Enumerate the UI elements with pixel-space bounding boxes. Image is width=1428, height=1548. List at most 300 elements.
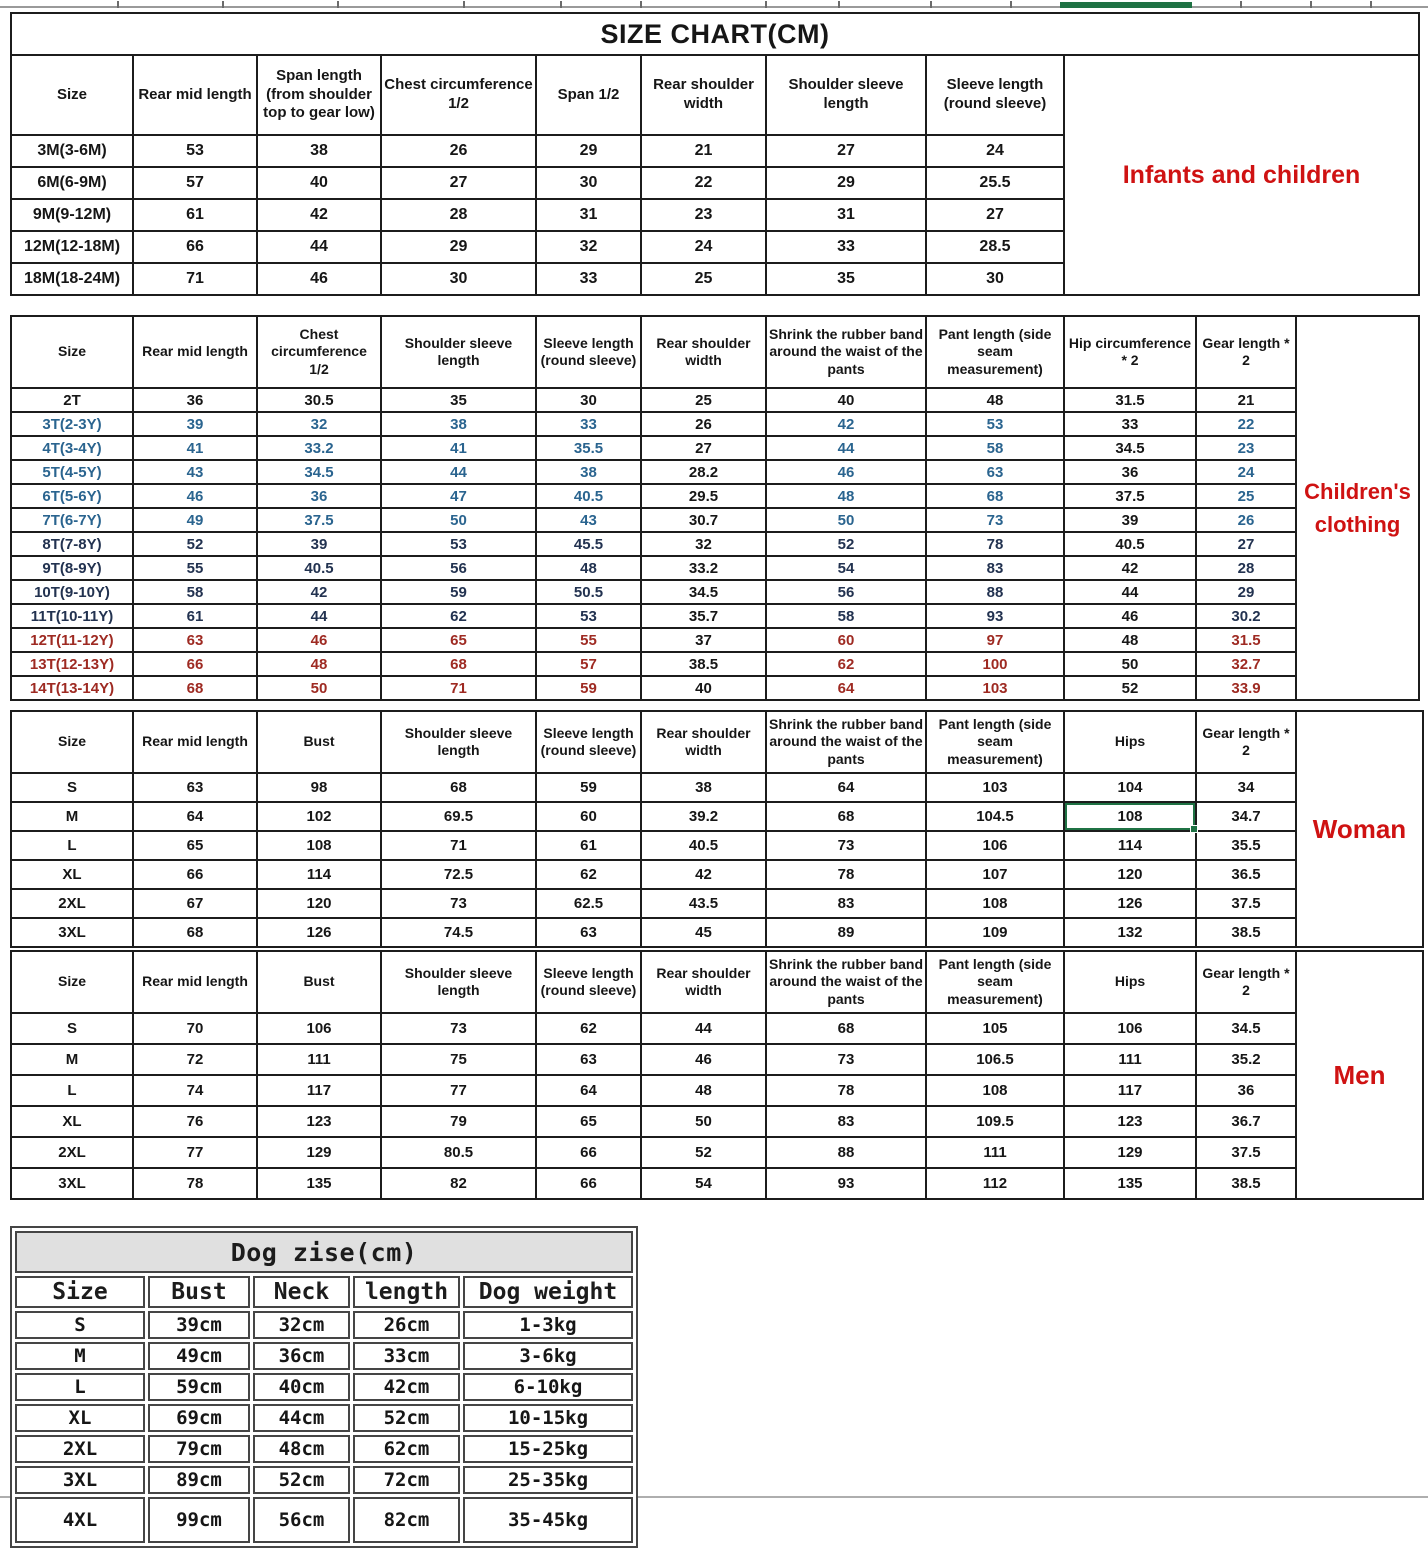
cell: 66 <box>133 860 257 889</box>
cell: 33 <box>766 231 926 263</box>
cell: 36 <box>1064 460 1196 484</box>
cell: 56 <box>381 556 536 580</box>
cell: 12T(11-12Y) <box>11 628 133 652</box>
cell: 61 <box>133 199 257 231</box>
cell: 34.7 <box>1196 802 1296 831</box>
cell: 22 <box>1196 412 1296 436</box>
cell: 45.5 <box>536 532 641 556</box>
cell: 108 <box>926 1075 1064 1106</box>
cell: 61 <box>536 831 641 860</box>
column-header: Shoulder sleeve length <box>381 951 536 1013</box>
cell: 26 <box>641 412 766 436</box>
cell: 22 <box>641 167 766 199</box>
cell: 99cm <box>148 1497 250 1543</box>
cell: 52cm <box>353 1404 460 1432</box>
cell: 63 <box>133 628 257 652</box>
cell: 100 <box>926 652 1064 676</box>
table-row <box>11 484 1419 508</box>
cell: 25.5 <box>926 167 1064 199</box>
cell: 34.5 <box>257 460 381 484</box>
cell: 62 <box>536 860 641 889</box>
cell: 1-3kg <box>463 1311 633 1339</box>
cell: 68 <box>766 1013 926 1044</box>
cell: 135 <box>257 1168 381 1199</box>
cell: 132 <box>1064 918 1196 947</box>
column-header: Sleeve length (round sleeve) <box>536 711 641 773</box>
cell: 68 <box>381 652 536 676</box>
table-row <box>11 1075 1423 1106</box>
cell: 48 <box>641 1075 766 1106</box>
cell: 120 <box>257 889 381 918</box>
table-row <box>11 831 1423 860</box>
sheet-column-tick <box>930 1 932 8</box>
cell: 30.2 <box>1196 604 1296 628</box>
sheet-column-tick <box>1370 1 1372 8</box>
column-header: Rear mid length <box>133 711 257 773</box>
cell: 114 <box>1064 831 1196 860</box>
cell: 114 <box>257 860 381 889</box>
cell: 64 <box>133 802 257 831</box>
cell: 28 <box>1196 556 1296 580</box>
sheet-column-tick <box>640 1 642 8</box>
cell: 59 <box>536 773 641 802</box>
cell: 35 <box>766 263 926 295</box>
infants-side-label: Infants and children <box>1064 55 1419 295</box>
table-row <box>11 508 1419 532</box>
cell: 48 <box>766 484 926 508</box>
cell: 29 <box>381 231 536 263</box>
cell: 83 <box>926 556 1064 580</box>
cell: 71 <box>381 831 536 860</box>
cell: 63 <box>133 773 257 802</box>
cell: 108 <box>926 889 1064 918</box>
cell: 44cm <box>253 1404 350 1432</box>
cell: 98 <box>257 773 381 802</box>
cell: 50 <box>641 1106 766 1137</box>
cell: 74 <box>133 1075 257 1106</box>
cell: 33 <box>536 412 641 436</box>
cell: 68 <box>926 484 1064 508</box>
cell: 67 <box>133 889 257 918</box>
cell: 66 <box>133 652 257 676</box>
cell: 78 <box>926 532 1064 556</box>
cell: 29.5 <box>641 484 766 508</box>
cell: 29 <box>536 135 641 167</box>
cell: 54 <box>766 556 926 580</box>
column-header: Chest circumference 1/2 <box>257 316 381 388</box>
cell: 33.2 <box>641 556 766 580</box>
cell: 53 <box>536 604 641 628</box>
cell: 10T(9-10Y) <box>11 580 133 604</box>
column-header: Rear mid length <box>133 316 257 388</box>
cell: 6-10kg <box>463 1373 633 1401</box>
column-header: Sleeve length (round sleeve) <box>926 55 1064 135</box>
cell: 62.5 <box>536 889 641 918</box>
cell: 30 <box>926 263 1064 295</box>
cell: 46 <box>1064 604 1196 628</box>
cell: 6T(5-6Y) <box>11 484 133 508</box>
cell: 78 <box>766 860 926 889</box>
cell: 32 <box>536 231 641 263</box>
cell: 40 <box>641 676 766 700</box>
cell: 27 <box>381 167 536 199</box>
cell: 6M(6-9M) <box>11 167 133 199</box>
cell: 135 <box>1064 1168 1196 1199</box>
cell: 39 <box>257 532 381 556</box>
cell: 52 <box>766 532 926 556</box>
cell: 26cm <box>353 1311 460 1339</box>
table-row <box>15 1497 633 1543</box>
cell: 30.5 <box>257 388 381 412</box>
cell: 42 <box>257 199 381 231</box>
cell: 30.7 <box>641 508 766 532</box>
sheet-column-tick <box>117 1 119 8</box>
table-row <box>11 1168 1423 1199</box>
cell: 25-35kg <box>463 1466 633 1494</box>
column-header: Gear length * 2 <box>1196 711 1296 773</box>
cell: 4T(3-4Y) <box>11 436 133 460</box>
cell: 40.5 <box>1064 532 1196 556</box>
cell: 78 <box>133 1168 257 1199</box>
cell: 29 <box>1196 580 1296 604</box>
cell: 37.5 <box>1196 889 1296 918</box>
cell: 129 <box>257 1137 381 1168</box>
cell: 109 <box>926 918 1064 947</box>
cell: 62cm <box>353 1435 460 1463</box>
cell: 79 <box>381 1106 536 1137</box>
cell: 25 <box>641 263 766 295</box>
cell: 2XL <box>11 1137 133 1168</box>
table-row <box>11 860 1423 889</box>
column-header: Bust <box>257 711 381 773</box>
cell: XL <box>11 860 133 889</box>
cell: 45 <box>641 918 766 947</box>
cell: S <box>15 1311 145 1339</box>
dog-size-table <box>10 1226 638 1548</box>
cell: 65 <box>133 831 257 860</box>
cell: 73 <box>926 508 1064 532</box>
cell: L <box>11 1075 133 1106</box>
cell: 2XL <box>15 1435 145 1463</box>
cell: 33 <box>1064 412 1196 436</box>
cell: 102 <box>257 802 381 831</box>
cell: 71 <box>381 676 536 700</box>
cell: 32 <box>641 532 766 556</box>
cell: 71 <box>133 263 257 295</box>
cell: 73 <box>381 889 536 918</box>
cell: 3XL <box>15 1466 145 1494</box>
cell: 39.2 <box>641 802 766 831</box>
infants-size-table <box>10 12 1420 296</box>
cell: 104.5 <box>926 802 1064 831</box>
cell: 111 <box>1064 1044 1196 1075</box>
column-header: Rear shoulder width <box>641 711 766 773</box>
table-row <box>11 676 1419 700</box>
column-header: Pant length (side seam measurement) <box>926 316 1064 388</box>
cell: 76 <box>133 1106 257 1137</box>
cell: S <box>11 773 133 802</box>
cell: 40.5 <box>641 831 766 860</box>
cell: 106 <box>257 1013 381 1044</box>
cell: 75 <box>381 1044 536 1075</box>
cell: 80.5 <box>381 1137 536 1168</box>
cell: 40cm <box>253 1373 350 1401</box>
men-side-label: Men <box>1296 951 1423 1199</box>
cell: 68 <box>133 918 257 947</box>
cell: 38.5 <box>1196 918 1296 947</box>
table-row <box>11 889 1423 918</box>
cell: 3XL <box>11 1168 133 1199</box>
cell: 35.5 <box>1196 831 1296 860</box>
column-header: Size <box>11 316 133 388</box>
cell: 46 <box>766 460 926 484</box>
cell: 33.9 <box>1196 676 1296 700</box>
cell: 55 <box>133 556 257 580</box>
sheet-column-tick <box>838 1 840 8</box>
cell: 7T(6-7Y) <box>11 508 133 532</box>
table-row <box>11 556 1419 580</box>
column-header: Span 1/2 <box>536 55 641 135</box>
cell: 3-6kg <box>463 1342 633 1370</box>
cell: 123 <box>257 1106 381 1137</box>
cell: 57 <box>133 167 257 199</box>
cell: M <box>11 1044 133 1075</box>
cell: 60 <box>536 802 641 831</box>
cell: 42 <box>766 412 926 436</box>
cell: 31 <box>536 199 641 231</box>
column-header: Shoulder sleeve length <box>381 316 536 388</box>
cell: 9T(8-9Y) <box>11 556 133 580</box>
cell: 36 <box>257 484 381 508</box>
cell: 35.7 <box>641 604 766 628</box>
cell: 37 <box>641 628 766 652</box>
woman-header-row <box>11 711 1423 773</box>
cell: 50 <box>381 508 536 532</box>
cell: 30 <box>536 167 641 199</box>
table-row <box>11 532 1419 556</box>
cell: 32.7 <box>1196 652 1296 676</box>
cell: 36.5 <box>1196 860 1296 889</box>
table-row <box>11 1106 1423 1137</box>
woman-side-label: Woman <box>1296 711 1423 947</box>
cell: 111 <box>257 1044 381 1075</box>
cell: 34.5 <box>1196 1013 1296 1044</box>
table-row <box>11 412 1419 436</box>
cell: 49cm <box>148 1342 250 1370</box>
cell: 35.2 <box>1196 1044 1296 1075</box>
cell: 46 <box>133 484 257 508</box>
cell: 44 <box>641 1013 766 1044</box>
cell: L <box>15 1373 145 1401</box>
cell: 44 <box>381 460 536 484</box>
table-row <box>11 388 1419 412</box>
table-row <box>11 802 1423 831</box>
cell: 63 <box>926 460 1064 484</box>
cell: 77 <box>381 1075 536 1106</box>
cell: 48 <box>536 556 641 580</box>
cell: 61 <box>133 604 257 628</box>
cell: 111 <box>926 1137 1064 1168</box>
sheet-column-tick <box>765 1 767 8</box>
cell: 65 <box>381 628 536 652</box>
cell: 3XL <box>11 918 133 947</box>
cell: 11T(10-11Y) <box>11 604 133 628</box>
cell: 18M(18-24M) <box>11 263 133 295</box>
cell: 28.2 <box>641 460 766 484</box>
cell: 5T(4-5Y) <box>11 460 133 484</box>
cell: 129 <box>1064 1137 1196 1168</box>
table-row <box>15 1466 633 1494</box>
cell: 88 <box>766 1137 926 1168</box>
cell: M <box>11 802 133 831</box>
cell: 40.5 <box>536 484 641 508</box>
sheet-column-tick <box>1240 1 1242 8</box>
cell: 42 <box>257 580 381 604</box>
cell: 62 <box>536 1013 641 1044</box>
cell: 40 <box>257 167 381 199</box>
cell: 3T(2-3Y) <box>11 412 133 436</box>
column-header: Gear length * 2 <box>1196 951 1296 1013</box>
cell: 69cm <box>148 1404 250 1432</box>
cell: 108 <box>257 831 381 860</box>
cell: 108 <box>1064 802 1196 831</box>
table-row <box>15 1311 633 1339</box>
cell: 106 <box>1064 1013 1196 1044</box>
cell: 89cm <box>148 1466 250 1494</box>
cell: 117 <box>1064 1075 1196 1106</box>
sheet-column-tick <box>1010 1 1012 8</box>
column-header: Hips <box>1064 951 1196 1013</box>
table-row <box>15 1342 633 1370</box>
cell: 55 <box>536 628 641 652</box>
table-row <box>11 652 1419 676</box>
cell: 50 <box>257 676 381 700</box>
cell: 26 <box>381 135 536 167</box>
cell: 47 <box>381 484 536 508</box>
cell: 28 <box>381 199 536 231</box>
cell: 3M(3-6M) <box>11 135 133 167</box>
cell: 9M(9-12M) <box>11 199 133 231</box>
cell: 40.5 <box>257 556 381 580</box>
cell: 42cm <box>353 1373 460 1401</box>
cell: 58 <box>133 580 257 604</box>
children-size-table <box>10 315 1420 701</box>
cell: 59 <box>536 676 641 700</box>
cell: 30 <box>381 263 536 295</box>
men-header-row <box>11 951 1423 1013</box>
cell: 82cm <box>353 1497 460 1543</box>
cell: 72 <box>133 1044 257 1075</box>
cell: 126 <box>257 918 381 947</box>
cell: 68 <box>381 773 536 802</box>
cell: 31 <box>766 199 926 231</box>
cell: 35.5 <box>536 436 641 460</box>
infants-table-title: SIZE CHART(CM) <box>11 13 1419 55</box>
cell: 38 <box>536 460 641 484</box>
sheet-column-tick <box>463 1 465 8</box>
column-header: Shrink the rubber band around the waist of the pants <box>766 711 926 773</box>
cell: XL <box>11 1106 133 1137</box>
cell: 83 <box>766 889 926 918</box>
cell: 58 <box>926 436 1064 460</box>
cell: 73 <box>766 1044 926 1075</box>
selected-column-indicator <box>1060 2 1192 8</box>
column-header: Span length (from shoulder top to gear low) <box>257 55 381 135</box>
cell: 43 <box>133 460 257 484</box>
cell: 88 <box>926 580 1064 604</box>
column-header: Rear shoulder width <box>641 55 766 135</box>
cell: 83 <box>766 1106 926 1137</box>
cell: 37.5 <box>257 508 381 532</box>
cell: 32 <box>257 412 381 436</box>
cell: 93 <box>766 1168 926 1199</box>
cell: 62 <box>766 652 926 676</box>
cell: 52cm <box>253 1466 350 1494</box>
dog-title-row <box>15 1231 633 1273</box>
cell: 31.5 <box>1196 628 1296 652</box>
cell: 24 <box>641 231 766 263</box>
cell: 13T(12-13Y) <box>11 652 133 676</box>
column-header: Rear mid length <box>133 55 257 135</box>
cell: 48cm <box>253 1435 350 1463</box>
column-header: Bust <box>148 1276 250 1308</box>
cell: 66 <box>536 1137 641 1168</box>
infants-header-row <box>11 55 1419 135</box>
cell: 44 <box>257 604 381 628</box>
cell: 35 <box>381 388 536 412</box>
cell: 40 <box>766 388 926 412</box>
cell: 78 <box>766 1075 926 1106</box>
cell: 64 <box>766 676 926 700</box>
column-header: Chest circumference 1/2 <box>381 55 536 135</box>
cell: 34.5 <box>641 580 766 604</box>
cell: S <box>11 1013 133 1044</box>
sheet-gridline-top <box>0 6 1428 8</box>
column-header: Size <box>11 951 133 1013</box>
cell: 23 <box>1196 436 1296 460</box>
cell: M <box>15 1342 145 1370</box>
cell: 46 <box>257 628 381 652</box>
cell: 52 <box>641 1137 766 1168</box>
cell: 48 <box>257 652 381 676</box>
cell: 106 <box>926 831 1064 860</box>
men-size-table <box>10 950 1424 1200</box>
table-row <box>11 604 1419 628</box>
dog-header-row <box>15 1276 633 1308</box>
cell: 59cm <box>148 1373 250 1401</box>
cell: 50 <box>1064 652 1196 676</box>
cell: 34.5 <box>1064 436 1196 460</box>
cell: 93 <box>926 604 1064 628</box>
cell: 24 <box>1196 460 1296 484</box>
cell: 66 <box>536 1168 641 1199</box>
column-header: Rear mid length <box>133 951 257 1013</box>
cell: 42 <box>641 860 766 889</box>
column-header: Size <box>11 711 133 773</box>
table-row <box>11 436 1419 460</box>
table-row <box>11 1013 1423 1044</box>
column-header: length <box>353 1276 460 1308</box>
cell: 36 <box>133 388 257 412</box>
cell: 38 <box>381 412 536 436</box>
cell: 44 <box>766 436 926 460</box>
cell: 57 <box>536 652 641 676</box>
cell: 46 <box>257 263 381 295</box>
cell: 12M(12-18M) <box>11 231 133 263</box>
cell: 50 <box>766 508 926 532</box>
table-row <box>11 460 1419 484</box>
cell: 103 <box>926 773 1064 802</box>
